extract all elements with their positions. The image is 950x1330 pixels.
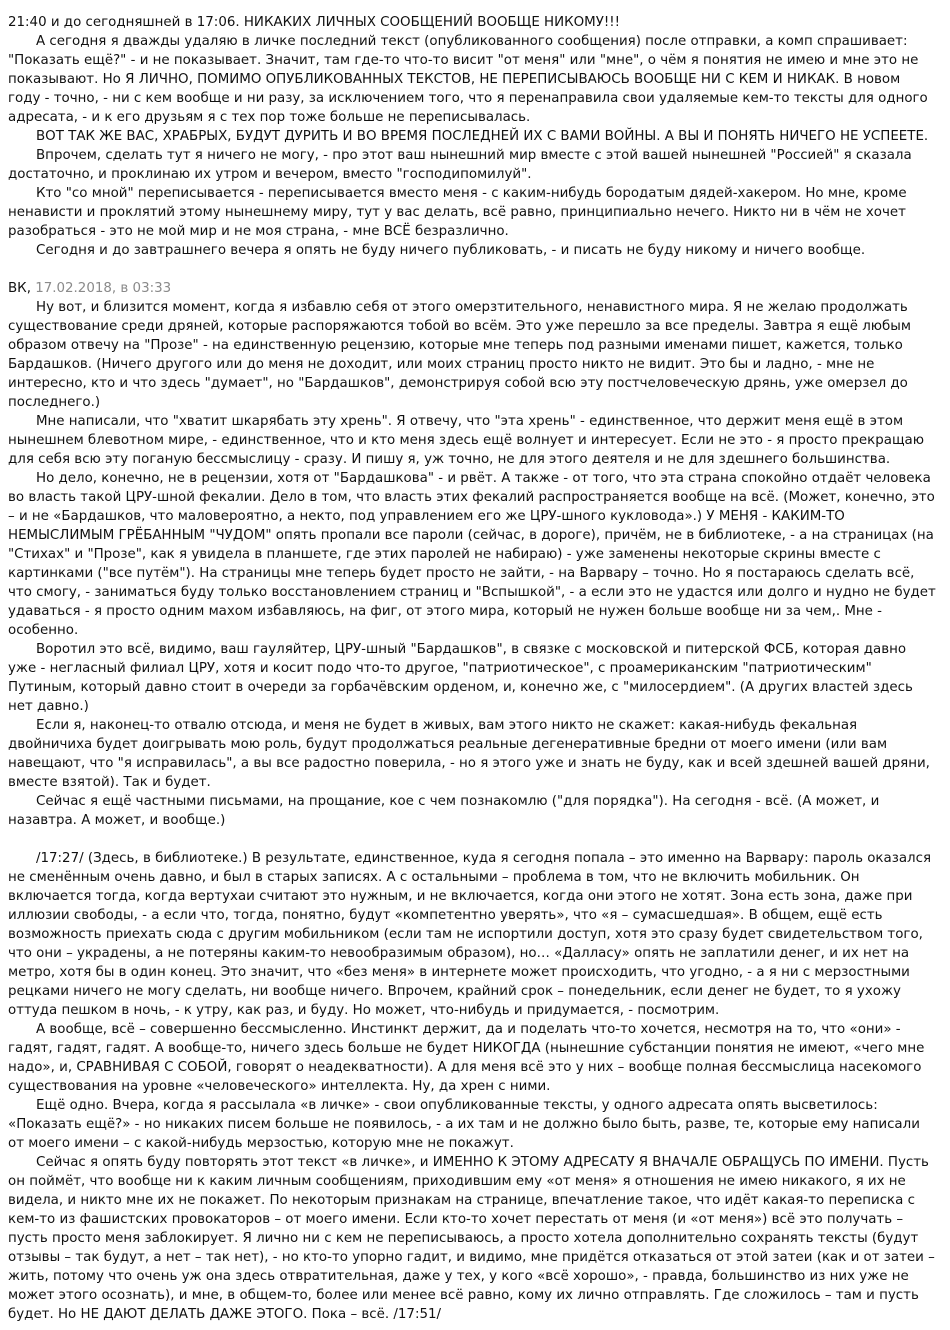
paragraph: 21:40 и до сегодняшней в 17:06. НИКАКИХ ЛИЧНЫХ СООБЩЕНИЙ ВООБЩЕ НИКОМУ!!! [8,15,621,30]
paragraph: /17:27/ (Здесь, в библиотеке.) В результате, единственное, куда я сегодня попала – это именно на Варвару: пароль оказался не сменённым очень давно, и был в старых записях. А с остальными – проблема в том, что не включить мобильник. Он включается тогда, когда вертухаи считают это нужным, и не включается, когда они этого не хотят. Зона есть зона, даже при иллюзии свободы, - а если что, тогда, понятно, будут «компетентно уверять», что «я – сумасшедшая». В общем, ещё есть возможность приехать сюда с другим мобильником (если там не испортили доступ, хотя это сразу будет свидетельством того, что они – украдены, а не потеряны каким-то невообразимым образом), но… «Далласу» опять не заплатили денег, и их нет на метро, хотя бы в один конец. Это значит, что «без меня» в интернете может происходить, что угодно, - а я ни с мерзостными рецками ничего не могу сделать, ни вообще ничего. Впрочем, крайний срок – понедельник, если денег не будет, то я ухожу оттуда пешком в ночь, - к утру, как раз, и буду. Но может, что-нибудь и придумается, - посмотрим. [8,851,932,1018]
paragraph: Ну вот, и близится момент, когда я избавлю себя от этого омерзтительного, ненавистного мира. Я не желаю продолжать существование среди дряней, которые распоряжаются тобой во всём. Это уже перешло за все пределы. Завтра я ещё любым образом отвечу на "Прозе" - на единственную рецензию, которые мне теперь под разными именами пишет, кажется, только Бардашков. (Ничего другого или до меня не доходит, или моих страниц просто никто не видит. Это бы и ладно, - мне не интересно, кто и что здесь "думает", но "Бардашков", демонстрируя собой всю эту постчеловеческую дрянь, уже омерзел до последнего.) [8,300,911,410]
entry-date: 17.02.2018, в 03:33 [35,281,172,296]
paragraph: Сейчас я ещё частными письмами, на прощание, кое с чем познакомлю ("для порядка"). На сегодня - всё. (А может, и назавтра. А может, и вообще.) [8,794,880,828]
paragraph: Если я, наконец-то отвалю отсюда, и меня не будет в живых, вам этого никто не скажет: какая-нибудь фекальная двойничиха будет доигрывать мою роль, будут продолжаться реальные дегенеративные бредни от моего имени (или вам навещают, что "я исправилась", а вы все радостно поверила, - но я этого уже и знать не буду, как и всей здешней вашей дряни, вместе взятой). Так и будет. [8,718,930,790]
paragraph: Впрочем, сделать тут я ничего не могу, - про этот ваш нынешний мир вместе с этой вашей нынешней "Россией" я сказала достаточно, и проклинаю их утром и вечером, вместо "господипомилуй". [8,148,912,182]
spacer [8,830,936,849]
paragraph: Кто "со мной" переписывается - переписывается вместо меня - с каким-нибудь бородатым дядей-хакером. Но мне, кроме ненависти и проклятий этому нынешнему миру, тут у вас делать, всё равно, принципиально нечего. Никто ни в чём не хочет разобраться - это не мой мир и не моя страна, - мне ВСЁ безразлично. [8,186,907,239]
paragraph: Но дело, конечно, не в рецензии, хотя от "Бардашкова" - и рвёт. А также - от того, что эта страна спокойно отдаёт человека во власть такой ЦРУ-шной фекалии. Дело в том, что власть этих фекалий распространяется вообще на всё. (Может, конечно, это – и не «Бардашков, что маловероятно, а некто, под управлением его же ЦРУ-шного кукловода».) У МЕНЯ - КАКИМ-ТО НЕМЫСЛИМЫМ ГРЁБАННЫМ "ЧУДОМ" опять пропали все пароли (сейчас, в дороге), причём, не в библиотеке, - а на страницах (на "Стихах" и "Прозе", как я увидела в планшете, где этих паролей не набираю) - уже заменены некоторые скрины вместе с картинками ("все путём"). На страницы мне теперь будет просто не зайти, - на Варвару – точно. Но я постараюсь сделать всё, что смогу, - заниматься буду только восстановлением страниц и "Вспышкой", - а если это не удастся или долго и нудно не будет удаваться - я просто одним махом избавляюсь, на фиг, от этого мира, который не нужен больше вообще ни за чем,. Мне - особенно. [8,471,936,638]
entry-author: ВК, [8,281,31,296]
paragraph: А вообще, всё – совершенно бессмысленно. Инстинкт держит, да и поделать что-то хочется, несмотря на то, что «они» - гадят, гадят, гадят. А вообще-то, ничего здесь больше не будет НИКОГДА (нынешние субстанции понятия не имеют, «чего мне надо», и, СРАВНИВАЯ С СОБОЙ, говорят о неадекватности). А для меня всё это у них – вообще полная бессмыслица насекомого существования на уровне «человеческого» интеллекта. Ну, да хрен с ними. [8,1022,925,1094]
entry-header [8,279,936,298]
paragraph: Воротил это всё, видимо, ваш гауляйтер, ЦРУ-шный "Бардашков", в связке с московской и питерской ФСБ, которая давно уже - негласный филиал ЦРУ, хотя и косит подо что-то другое, "патриотическое", с проамериканским "патриотическим" Путиным, который давно стоит в очереди за горбачёвским орденом, и, конечно же, с "милосердием". (А других властей здесь нет давно.) [8,642,913,714]
paragraph: Сегодня и до завтрашнего вечера я опять не буду ничего публиковать, - и писать не буду никому и ничего вообще. [36,243,866,258]
paragraph: Ещё одно. Вчера, когда я рассылала «в личке» - свои опубликованные тексты, у одного адресата опять высветилось: «Показать ещё?» - но никаких писем больше не появилось, - а их там и не должно было быть, разве, те, которые ему написали от моего имени – с какой-нибудь мерзостью, которую мне не покажут. [8,1098,920,1151]
document-body [8,13,936,1324]
paragraph: Сейчас я опять буду повторять этот текст «в личке», и ИМЕННО К ЭТОМУ АДРЕСАТУ Я ВНАЧАЛЕ ОБРАЩУСЬ ПО ИМЕНИ. Пусть он поймёт, что вообще ни к каким личным сообщениям, приходившим ему «от меня» я отношения не имею никакого, я их не видела, и никто мне их не покажет. По некоторым признакам на странице, впечатление такое, что идёт какая-то переписка с кем-то из фашистских провокаторов – от моего имени. Если кто-то хочет перестать от меня (и «от меня») всё это получать – пусть просто меня заблокирует. Я лично ни с кем не переписываюсь, а просто хотела дополнительно сохранять тексты (будут отзывы – так будут, а нет – так нет), - но кто-то упорно гадит, и видимо, мне придётся отказаться от этой затеи (как и от затеи – жить, потому что очень уж она здесь отвратительная, даже у тех, у кого «всё хорошо», - правда, большинство из них уже не может этого осознать), и мне, в общем-то, более или менее всё равно, кому их лично отправлять. Где сложилось – там и пусть будет. Но НЕ ДАЮТ ДЕЛАТЬ ДАЖЕ ЭТОГО. Пока – всё. /17:51/ [8,1155,935,1322]
paragraph: ВОТ ТАК ЖЕ ВАС, ХРАБРЫХ, БУДУТ ДУРИТЬ И ВО ВРЕМЯ ПОСЛЕДНЕЙ ИХ С ВАМИ ВОЙНЫ. А ВЫ И ПОНЯТЬ НИЧЕГО НЕ УСПЕЕТЕ. [36,129,929,144]
spacer [8,260,936,279]
paragraph: Мне написали, что "хватит шкарябать эту хрень". Я отвечу, что "эта хрень" - единственное, что держит меня ещё в этом нынешнем блевотном мире, - единственное, что и кто меня здесь ещё волнует и интересует. Если не это - я просто прекращаю для себя всю эту поганую бессмыслицу - сразу. И пишу я, уж точно, не для этого деятеля и не для здешнего большинства. [8,414,925,467]
paragraph: А сегодня я дважды удаляю в личке последний текст (опубликованного сообщения) после отправки, а комп спрашивает: "Показать ещё?" - и не показывает. Значит, там где-то что-то висит "от меня" или "мне", о чём я понятия не имею и мне это не показывают. Но Я ЛИЧНО, ПОМИМО ОПУБЛИКОВАННЫХ ТЕКСТОВ, НЕ ПЕРЕПИСЫВАЮСЬ ВООБЩЕ НИ С КЕМ И НИКАК. В новом году - точно, - ни с кем вообще и ни разу, за исключением того, что я перенаправила свои удаляемые кем-то тексты для одного адресата, - и к его друзьям я с тех пор тоже больше не переписывалась. [8,34,928,125]
